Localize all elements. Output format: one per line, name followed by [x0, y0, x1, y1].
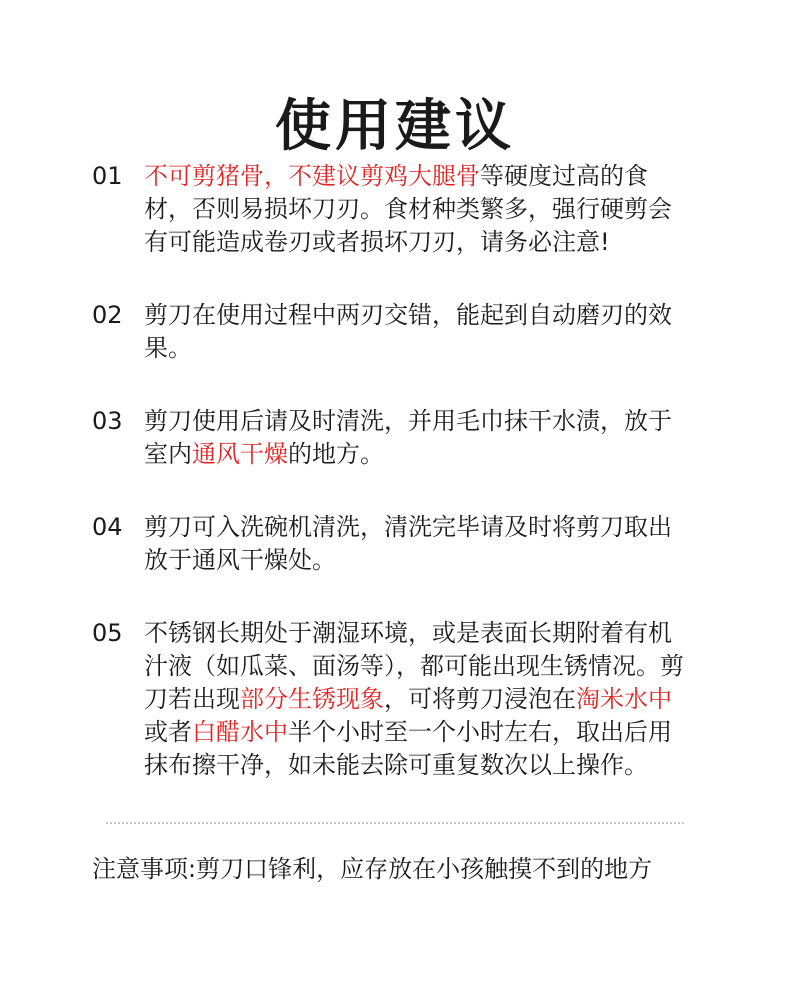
tip-text-segment: ，可将剪刀浸泡在: [384, 685, 576, 713]
dotted-divider: [106, 822, 684, 824]
tip-item-04: [92, 511, 692, 577]
tip-item-01: [92, 160, 692, 259]
tip-item-03: [92, 405, 692, 471]
page-title: 使用建议: [275, 93, 515, 159]
tip-text-segment: 或者: [144, 718, 192, 746]
tip-text: [144, 160, 684, 259]
tip-number: 05: [92, 619, 123, 647]
tip-text-segment: 半个小时至一个小时左右，取出后用抹布擦干净，如未能去除可重复数次以上操作。: [144, 718, 672, 779]
tip-highlight: 不可剪猪骨，不建议剪鸡大腿骨: [144, 162, 480, 190]
tip-text-segment: 等硬度过高的食材，否则易损坏刀刃。食材种类繁多，强行硬剪会有可能造成卷刃或者损坏刀刃，请务必注意!: [144, 162, 672, 256]
tip-text: [144, 617, 684, 782]
tip-text-segment: 不锈钢长期处于潮湿环境，或是表面长期附着有机汁液（如瓜菜、面汤等），都可能出现生锈情况。剪刀若出现: [144, 619, 684, 713]
tip-text-segment: 剪刀可入洗碗机清洗，清洗完毕请及时将剪刀取出放于通风干燥处。: [144, 513, 672, 574]
tip-number: 01: [92, 162, 123, 190]
tip-number: 03: [92, 407, 123, 435]
tip-highlight: 部分生锈现象: [240, 685, 384, 713]
tip-text-segment: 剪刀在使用过程中两刃交错，能起到自动磨刃的效果。: [144, 301, 672, 362]
tip-text-segment: 剪刀使用后请及时清洗，并用毛巾抹干水渍，放于室内: [144, 407, 672, 468]
tip-highlight: 淘米水中: [576, 685, 672, 713]
tip-number: 02: [92, 301, 123, 329]
tip-text: [144, 299, 684, 365]
tip-number: 04: [92, 513, 123, 541]
tip-highlight: 通风干燥: [192, 440, 288, 468]
tip-item-02: [92, 299, 692, 365]
tip-highlight: 白醋水中: [192, 718, 288, 746]
tip-text: [144, 405, 684, 471]
tip-text-segment: 的地方。: [288, 440, 384, 468]
safety-notice: 注意事项:剪刀口锋利，应存放在小孩触摸不到的地方: [92, 855, 653, 883]
usage-tips-list: [92, 160, 692, 822]
tip-text: [144, 511, 684, 577]
tip-item-05: [92, 617, 692, 782]
